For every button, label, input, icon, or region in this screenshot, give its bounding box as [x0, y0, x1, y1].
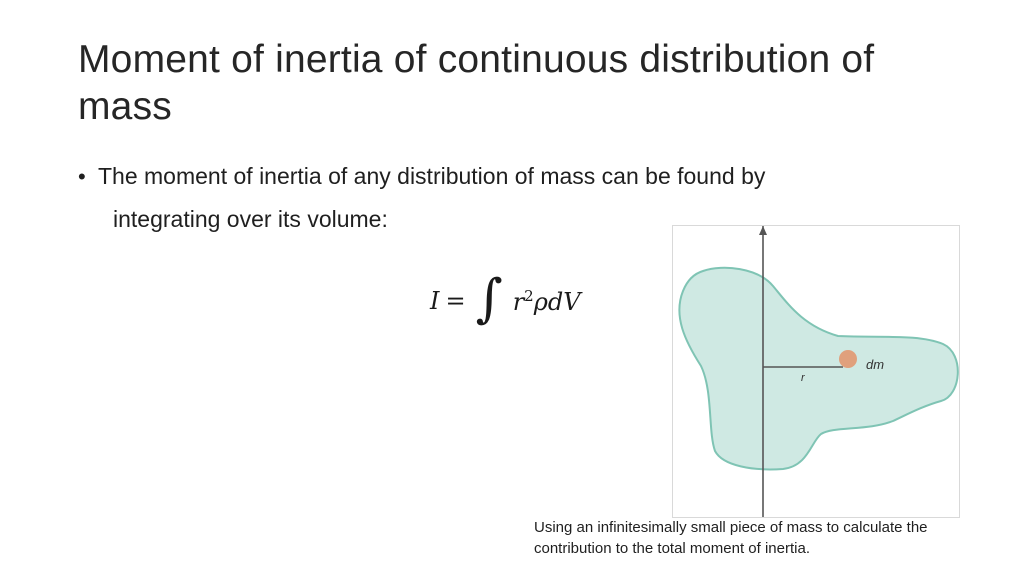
bullet-text-line1: The moment of inertia of any distribution of mass can be found by	[98, 163, 766, 189]
equation-lhs: I	[430, 287, 440, 315]
equation-rhs	[513, 287, 581, 316]
bullet-item	[78, 155, 938, 198]
mass-element-dot	[839, 350, 857, 368]
mass-element-label: dm	[866, 357, 885, 372]
equation-exponent: 2	[524, 286, 534, 305]
mass-distribution-figure	[672, 225, 960, 518]
bullet-text-line2: integrating over its volume:	[113, 206, 388, 232]
equation-equals: =	[445, 287, 466, 315]
radius-label: r	[801, 372, 805, 384]
figure-caption: Using an infinitesimally small piece of mass to calculate the contribution to the total moment of inertia.	[534, 519, 928, 557]
mass-blob-shape	[679, 268, 957, 470]
slide-title: Moment of inertia of continuous distribution of mass	[78, 38, 875, 128]
equation-rest: ρdV	[533, 287, 581, 316]
bullet-marker: •	[78, 164, 86, 189]
figure-svg	[673, 226, 959, 517]
equation-r: r	[512, 287, 525, 316]
integral-sign: ∫	[475, 269, 503, 329]
axis-arrow-head	[759, 226, 767, 235]
moment-of-inertia-equation	[430, 269, 581, 329]
